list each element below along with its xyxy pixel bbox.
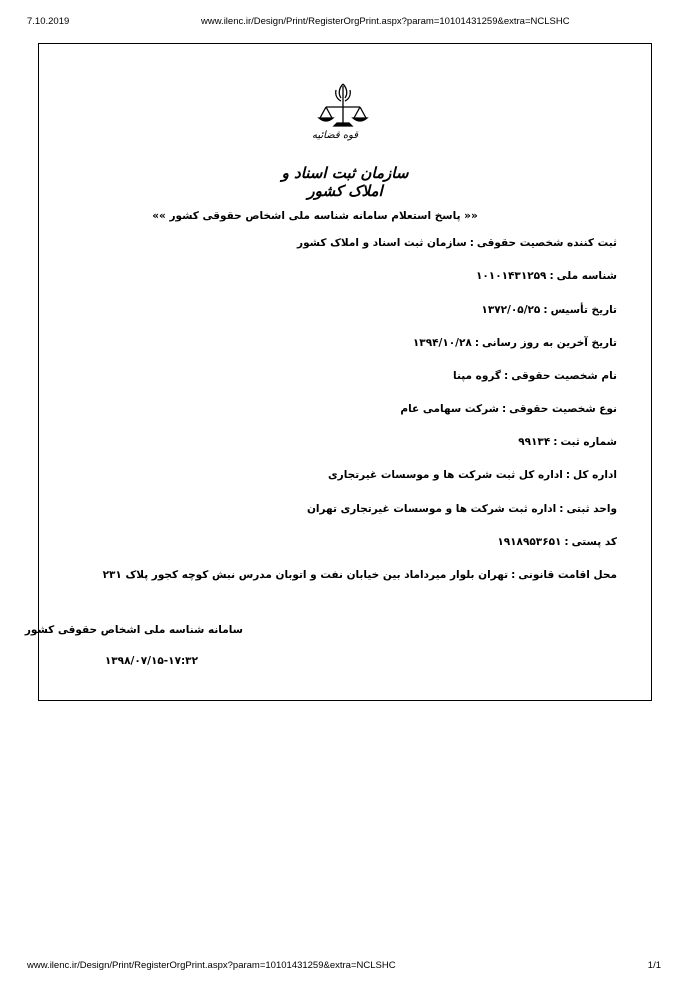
emblem-caption: قوه قضائیه	[311, 130, 359, 141]
field-label: شماره ثبت	[560, 436, 617, 448]
field-label: کد پستی	[571, 536, 617, 548]
field-label: واحد ثبتی	[566, 503, 617, 515]
print-date: 7.10.2019	[27, 16, 70, 27]
organization-logotype: سازمان ثبت اسناد و املاک کشور	[281, 164, 409, 200]
field-registrar: ثبت کننده شخصیت حقوقی:سازمان ثبت اسناد و املاک کشور	[297, 237, 617, 249]
footer-url: www.ilenc.ir/Design/Print/RegisterOrgPrint.aspx?param=10101431259&extra=NCLSHC	[27, 960, 396, 971]
field-value: شرکت سهامی عام	[400, 403, 499, 415]
field-legal-address: محل اقامت قانونی:تهران بلوار میرداماد بین خیابان نفت و اتوبان مدرس نبش کوچه کجور پلاک ۲۳۱	[102, 569, 617, 581]
field-value: گروه مپنا	[453, 370, 502, 382]
field-value: ۱۹۱۸۹۵۳۶۵۱	[497, 536, 562, 548]
field-registration-number: شماره ثبت:۹۹۱۳۴	[518, 436, 617, 448]
field-value: ۱۳۷۲/۰۵/۲۵	[481, 304, 541, 316]
field-value: سازمان ثبت اسناد و املاک کشور	[297, 237, 467, 249]
field-value: اداره ثبت شرکت ها و موسسات غیرتجاری تهران	[306, 503, 557, 515]
document-title: «« پاسخ استعلام سامانه شناسه ملی اشخاص حقوقی کشور »»	[152, 210, 478, 222]
signature-datetime: ۱۳۹۸/۰۷/۱۵-۱۷:۳۲	[104, 655, 198, 667]
field-last-update: تاریخ آخرین به روز رسانی:۱۳۹۴/۱۰/۲۸	[412, 337, 617, 349]
field-entity-type: نوع شخصیت حقوقی:شرکت سهامی عام	[400, 403, 617, 415]
field-value: ۱۰۱۰۱۴۳۱۲۵۹	[475, 270, 547, 282]
field-label: تاریخ آخرین به روز رسانی	[482, 337, 617, 349]
field-value: ۱۳۹۴/۱۰/۲۸	[412, 337, 472, 349]
field-label: نوع شخصیت حقوقی	[509, 403, 617, 415]
field-label: اداره کل	[573, 469, 617, 481]
field-general-office: اداره کل:اداره کل ثبت شرکت ها و موسسات غیرتجاری	[328, 469, 617, 481]
field-value: اداره کل ثبت شرکت ها و موسسات غیرتجاری	[328, 469, 563, 481]
field-founding-date: تاریخ تأسیس:۱۳۷۲/۰۵/۲۵	[481, 304, 617, 316]
field-label: محل اقامت قانونی	[518, 569, 617, 581]
field-entity-name: نام شخصیت حقوقی:گروه مپنا	[453, 370, 617, 382]
print-footer	[0, 960, 686, 974]
print-header	[0, 16, 686, 30]
field-value: تهران بلوار میرداماد بین خیابان نفت و اتوبان مدرس نبش کوچه کجور پلاک ۲۳۱	[102, 569, 509, 581]
field-registration-unit: واحد ثبتی:اداره ثبت شرکت ها و موسسات غیرتجاری تهران	[306, 503, 617, 515]
field-postal-code: کد پستی:۱۹۱۸۹۵۳۶۵۱	[497, 536, 617, 548]
field-national-id: شناسه ملی:۱۰۱۰۱۴۳۱۲۵۹	[475, 270, 617, 282]
field-value: ۹۹۱۳۴	[518, 436, 551, 448]
field-label: نام شخصیت حقوقی	[511, 370, 617, 382]
print-url: www.ilenc.ir/Design/Print/RegisterOrgPrint.aspx?param=10101431259&extra=NCLSHC	[201, 16, 570, 27]
judiciary-emblem-icon	[314, 80, 372, 152]
field-label: ثبت کننده شخصیت حقوقی	[476, 237, 617, 249]
field-label: تاریخ تأسیس	[550, 304, 617, 316]
field-label: شناسه ملی	[556, 270, 617, 282]
page-number: 1/1	[647, 960, 661, 971]
signature-system-name: سامانه شناسه ملی اشخاص حقوقی کشور	[24, 624, 243, 636]
